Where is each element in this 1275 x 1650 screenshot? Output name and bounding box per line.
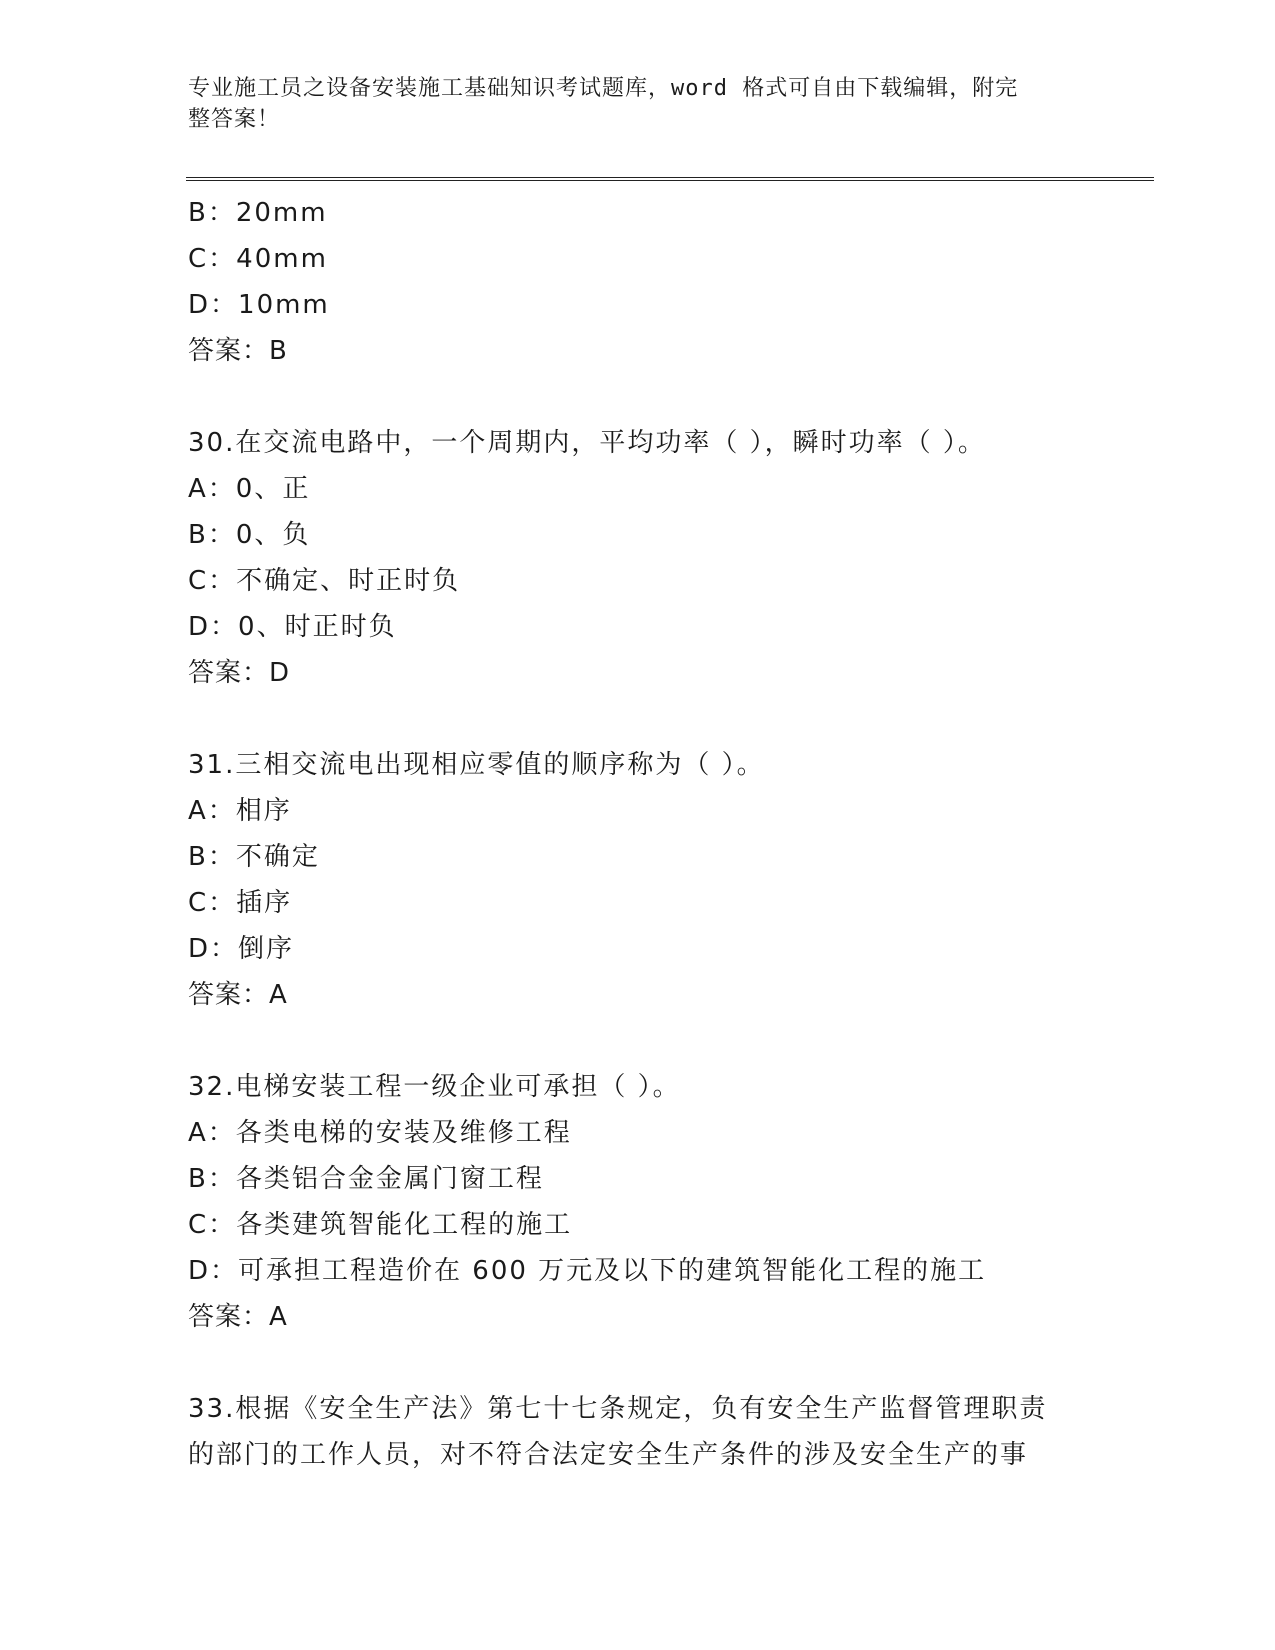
question-stem: 32.电梯安装工程一级企业可承担（ ）。 — [188, 1072, 681, 1102]
question-32 — [188, 1064, 1088, 1340]
question-30 — [188, 420, 1088, 696]
option-d: D：10mm — [188, 290, 330, 320]
question-29-tail — [188, 190, 1088, 374]
spacer — [188, 374, 1088, 420]
option-a: A：各类电梯的安装及维修工程 — [188, 1118, 572, 1148]
question-stem: 31.三相交流电出现相应零值的顺序称为（ ）。 — [188, 750, 765, 780]
option-c: C：插序 — [188, 888, 293, 918]
answer-line: 答案：A — [188, 980, 288, 1010]
answer-line: 答案：D — [188, 658, 291, 688]
option-c: C：各类建筑智能化工程的施工 — [188, 1210, 573, 1240]
option-a: A：相序 — [188, 796, 292, 826]
option-b: B：各类铝合金金属门窗工程 — [188, 1164, 544, 1194]
question-stem-line-1: 33.根据《安全生产法》第七十七条规定，负有安全生产监督管理职责 — [188, 1394, 1048, 1424]
option-b: B：0、负 — [188, 520, 311, 550]
spacer — [188, 1018, 1088, 1064]
option-d: D：可承担工程造价在 600 万元及以下的建筑智能化工程的施工 — [188, 1256, 987, 1286]
header-line-2: 整答案！ — [188, 107, 281, 132]
option-b: B：20mm — [188, 198, 328, 228]
answer-line: 答案：B — [188, 336, 288, 366]
spacer — [188, 696, 1088, 742]
question-stem-line-2: 的部门的工作人员，对不符合法定安全生产条件的涉及安全生产的事 — [188, 1440, 1029, 1470]
page-header — [188, 73, 1068, 135]
question-stem: 30.在交流电路中，一个周期内，平均功率（ ），瞬时功率（ ）。 — [188, 428, 986, 458]
spacer — [188, 1340, 1088, 1386]
header-line-1: 专业施工员之设备安装施工基础知识考试题库，word 格式可自由下载编辑，附完 — [188, 76, 1019, 101]
option-d: D：0、时正时负 — [188, 612, 397, 642]
question-list — [188, 190, 1088, 1478]
header-divider — [186, 177, 1154, 181]
question-33 — [188, 1386, 1088, 1478]
question-31 — [188, 742, 1088, 1018]
option-c: C：不确定、时正时负 — [188, 566, 461, 596]
answer-line: 答案：A — [188, 1302, 288, 1332]
option-b: B：不确定 — [188, 842, 320, 872]
option-d: D：倒序 — [188, 934, 295, 964]
option-c: C：40mm — [188, 244, 328, 274]
option-a: A：0、正 — [188, 474, 311, 504]
